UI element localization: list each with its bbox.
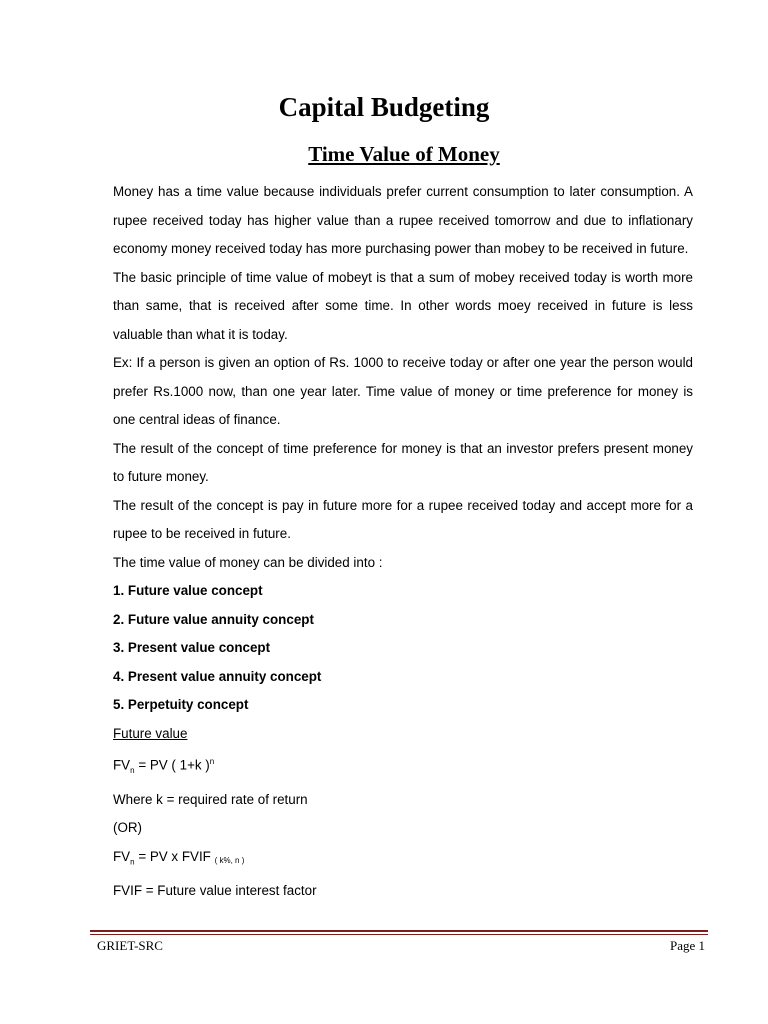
footer-rule xyxy=(90,934,708,935)
section-heading: Future value xyxy=(113,725,188,741)
formula-rhs: = PV x FVIF xyxy=(138,848,211,864)
formula-lhs: FV xyxy=(113,848,131,864)
paragraph: The result of the concept is pay in future more for a rupee received today and accept more for a rupee to be received in future. xyxy=(113,497,693,541)
or-line: (OR) xyxy=(113,820,143,836)
paragraph: The basic principle of time value of mobeyt is that a sum of mobey received today is worth more than same, that is received after some time. In other words moey received in future is less valuable than what it is today. xyxy=(113,269,693,342)
formula-future-value xyxy=(113,748,693,786)
formula-rhs-subscript: ( k%, n ) xyxy=(214,855,245,865)
concept-item: 4. Present value annuity concept xyxy=(113,668,322,684)
formula-lhs-subscript: n xyxy=(130,766,135,776)
fvif-definition: FVIF = Future value interest factor xyxy=(113,882,317,898)
page-subtitle: Time Value of Money xyxy=(308,142,500,166)
paragraph: The time value of money can be divided into : xyxy=(113,554,383,570)
concept-item: 1. Future value concept xyxy=(113,583,263,598)
paragraph: Money has a time value because individuals prefer current consumption to later consumption. A rupee received today has higher value than a rupee received tomorrow and due to inflationary economy money received today has more purchasing power than mobey to be received in future. xyxy=(113,184,693,256)
concept-item: 2. Future value annuity concept xyxy=(113,611,314,627)
paragraph: The result of the concept of time preference for money is that an investor prefers present money to future money. xyxy=(113,440,693,484)
formula-lhs-subscript: n xyxy=(130,857,135,867)
footer-page-number: Page 1 xyxy=(669,938,705,953)
footer-left: GRIET-SRC xyxy=(97,938,163,953)
formula-exponent: n xyxy=(209,757,215,766)
footer-rule xyxy=(90,930,708,932)
paragraph: Ex: If a person is given an option of Rs. 1000 to receive today or after one year the person would prefer Rs.1000 now, than one year later. Time value of money or time preference for money is one central ideas of finance. xyxy=(113,355,693,427)
where-line: Where k = required rate of return xyxy=(113,791,308,807)
formula-rhs: = PV ( 1+k ) xyxy=(138,757,210,773)
page-title: Capital Budgeting xyxy=(278,92,490,122)
formula-lhs: FV xyxy=(113,757,131,773)
document-body xyxy=(113,178,693,905)
formula-fvif xyxy=(113,843,693,877)
concept-item: 5. Perpetuity concept xyxy=(113,697,249,712)
concept-item: 3. Present value concept xyxy=(113,640,271,655)
